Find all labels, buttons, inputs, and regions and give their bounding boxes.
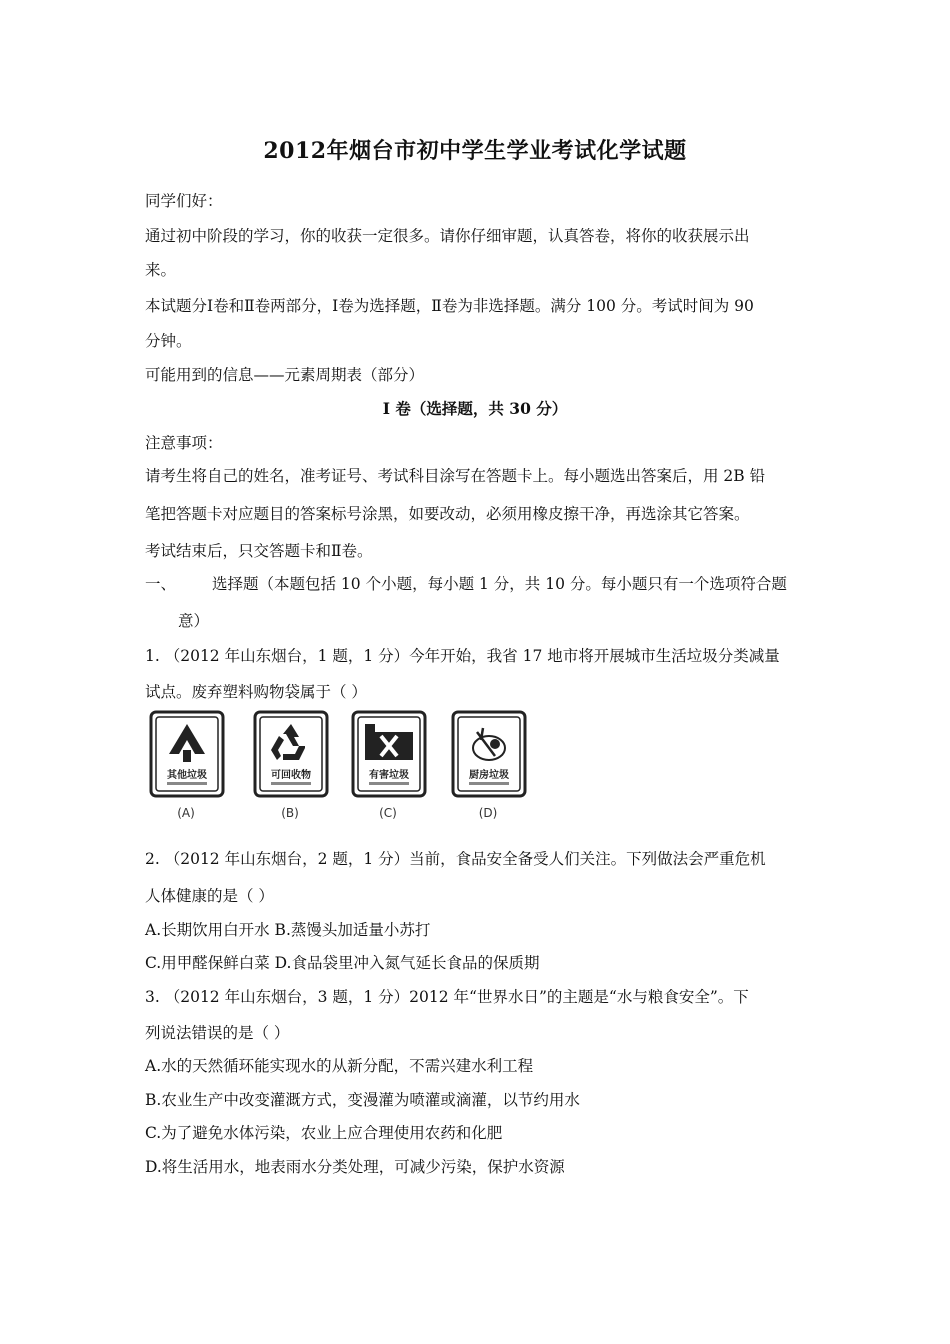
notes-line-1: 请考生将自己的姓名，准考证号、考试科目涂写在答题卡上。每小题选出答案后，用 2B 铅 — [145, 467, 766, 485]
bin-caption-d: 厨房垃圾 — [469, 770, 509, 781]
bin-label-d: (D) — [478, 806, 498, 820]
bin-caption-b: 可回收物 — [271, 770, 311, 781]
bin-label-b: (B) — [281, 806, 299, 820]
bin-option-d — [451, 710, 531, 825]
part-one-line-2: 意） — [178, 612, 210, 630]
intro-line-3: 本试题分Ⅰ卷和Ⅱ卷两部分，Ⅰ卷为选择题，Ⅱ卷为非选择题。满分 100 分。考试时间为 90 — [145, 297, 754, 315]
part-one-number: 一、 — [145, 575, 177, 593]
intro-line-1: 通过初中阶段的学习，你的收获一定很多。请你仔细审题，认真答卷，将你的收获展示出 — [145, 227, 750, 245]
bin-label-a: (A) — [177, 806, 195, 820]
section-title: Ⅰ 卷（选择题，共 30 分） — [382, 399, 568, 418]
bin-option-c — [351, 710, 431, 825]
q1-line-1: 1. （2012 年山东烟台，1 题，1 分）今年开始，我省 17 地市将开展城市生活垃圾分类减量 — [145, 647, 780, 665]
notes-line-3: 考试结束后，只交答题卡和Ⅱ卷。 — [145, 542, 373, 560]
q3-option-d: D.将生活用水，地表雨水分类处理，可减少污染，保护水资源 — [145, 1158, 565, 1176]
part-one-line-1: 选择题（本题包括 10 个小题，每小题 1 分，共 10 分。每小题只有一个选项符合题 — [212, 575, 787, 593]
kitchen-waste-icon — [451, 710, 529, 802]
q3-option-a: A.水的天然循环能实现水的从新分配，不需兴建水利工程 — [145, 1057, 534, 1075]
notes-line-2: 笔把答题卡对应题目的答案标号涂黑，如要改动，必须用橡皮擦干净，再选涂其它答案。 — [145, 505, 750, 523]
greeting: 同学们好： — [145, 192, 223, 210]
q2-line-2: 人体健康的是（ ） — [145, 887, 274, 905]
q3-line-1: 3. （2012 年山东烟台，3 题，1 分）2012 年“世界水日”的主题是“水与粮食安全”。下 — [145, 988, 749, 1006]
q3-option-b: B.农业生产中改变灌溉方式，变漫灌为喷灌或滴灌，以节约用水 — [145, 1091, 580, 1109]
bin-caption-c: 有害垃圾 — [369, 770, 409, 781]
intro-line-5: 可能用到的信息——元素周期表（部分） — [145, 366, 425, 384]
q2-options-cd: C.用甲醛保鲜白菜 D.食品袋里冲入氮气延长食品的保质期 — [145, 954, 540, 972]
bin-option-a — [149, 710, 229, 825]
q2-line-1: 2. （2012 年山东烟台，2 题，1 分）当前，食品安全备受人们关注。下列做法会严重危机 — [145, 850, 766, 868]
q2-options-ab: A.长期饮用白开水 B.蒸馒头加适量小苏打 — [145, 921, 431, 939]
bin-label-c: (C) — [379, 806, 397, 820]
intro-line-4: 分钟。 — [145, 332, 192, 350]
intro-line-2: 来。 — [145, 261, 177, 279]
other-waste-icon — [149, 710, 227, 802]
q3-option-c: C.为了避免水体污染，农业上应合理使用农药和化肥 — [145, 1124, 503, 1142]
waste-bin-figure — [145, 710, 545, 825]
bin-caption-a: 其他垃圾 — [167, 770, 207, 781]
bin-option-b — [253, 710, 333, 825]
recyclable-icon — [253, 710, 331, 802]
hazardous-waste-icon — [351, 710, 429, 802]
notes-heading: 注意事项： — [145, 434, 223, 452]
q1-line-2: 试点。废弃塑料购物袋属于（ ） — [145, 683, 367, 701]
q3-line-2: 列说法错误的是（ ） — [145, 1024, 290, 1042]
exam-title: 2012年烟台市初中学生学业考试化学试题 — [263, 138, 687, 164]
